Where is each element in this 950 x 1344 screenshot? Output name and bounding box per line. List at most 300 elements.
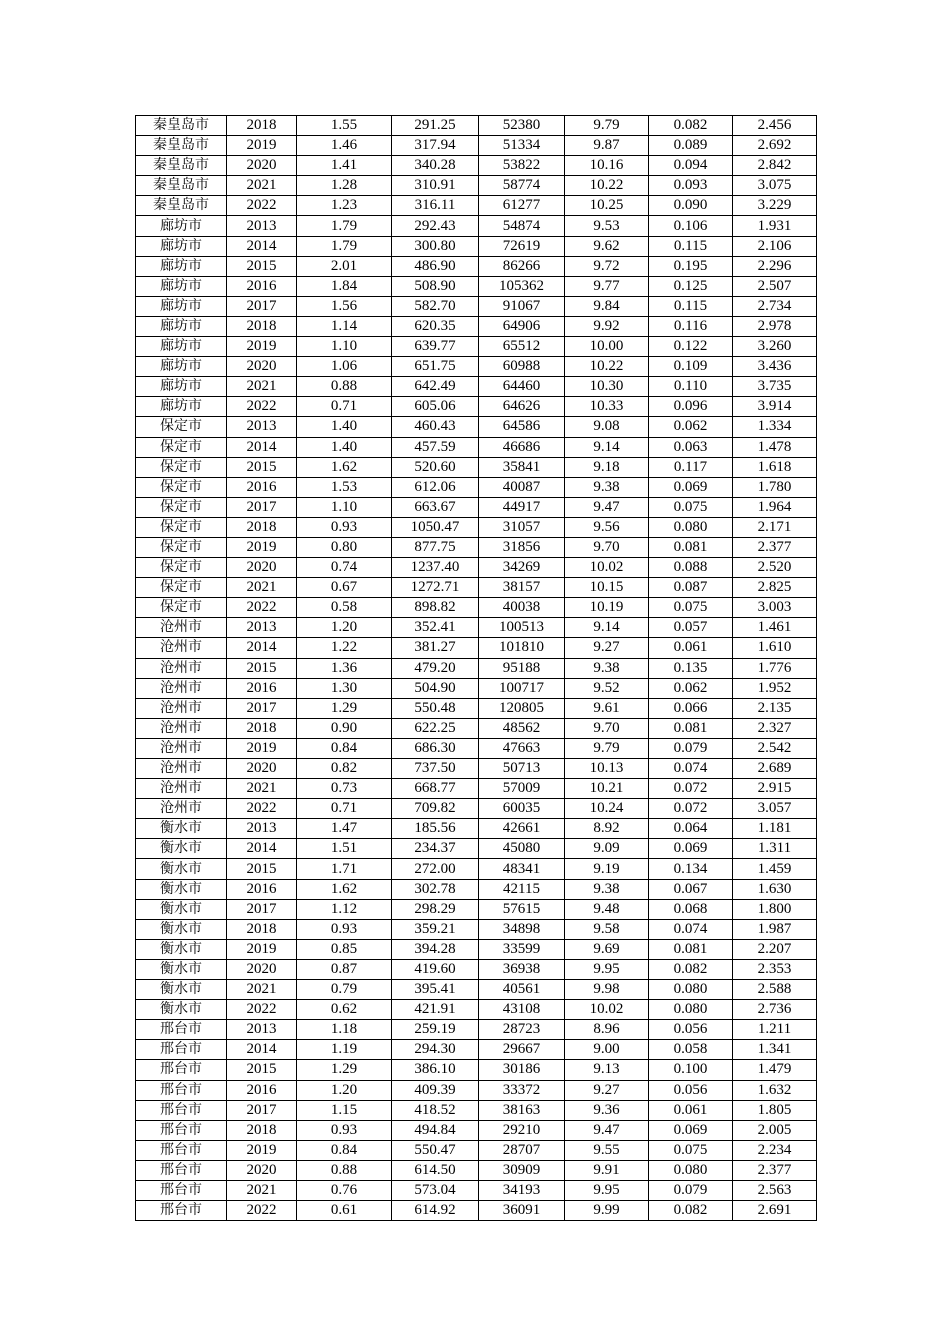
value-cell-6: 1.478 <box>733 437 817 457</box>
city-cell: 邢台市 <box>136 1140 227 1160</box>
table-row <box>136 839 817 859</box>
value-cell-4: 9.58 <box>565 919 649 939</box>
value-cell-2: 421.91 <box>392 1000 479 1020</box>
value-cell-4: 9.27 <box>565 638 649 658</box>
value-cell-3: 50713 <box>479 759 565 779</box>
value-cell-3: 45080 <box>479 839 565 859</box>
value-cell-5: 0.066 <box>649 698 733 718</box>
value-cell-6: 2.353 <box>733 959 817 979</box>
value-cell-3: 43108 <box>479 1000 565 1020</box>
year-cell: 2016 <box>227 477 297 497</box>
value-cell-5: 0.080 <box>649 517 733 537</box>
value-cell-3: 34193 <box>479 1180 565 1200</box>
value-cell-5: 0.075 <box>649 497 733 517</box>
value-cell-3: 38163 <box>479 1100 565 1120</box>
table-row <box>136 980 817 1000</box>
table-row <box>136 1000 817 1020</box>
value-cell-3: 60035 <box>479 799 565 819</box>
city-cell: 保定市 <box>136 457 227 477</box>
value-cell-6: 3.075 <box>733 176 817 196</box>
value-cell-1: 0.62 <box>297 1000 392 1020</box>
value-cell-4: 9.92 <box>565 316 649 336</box>
table-row <box>136 176 817 196</box>
value-cell-6: 3.229 <box>733 196 817 216</box>
value-cell-4: 9.38 <box>565 477 649 497</box>
value-cell-5: 0.063 <box>649 437 733 457</box>
value-cell-4: 9.98 <box>565 980 649 1000</box>
value-cell-3: 47663 <box>479 738 565 758</box>
value-cell-1: 0.90 <box>297 718 392 738</box>
city-cell: 廊坊市 <box>136 316 227 336</box>
value-cell-2: 614.50 <box>392 1160 479 1180</box>
value-cell-1: 1.06 <box>297 357 392 377</box>
value-cell-4: 9.13 <box>565 1060 649 1080</box>
city-cell: 衡水市 <box>136 859 227 879</box>
value-cell-4: 9.14 <box>565 618 649 638</box>
year-cell: 2013 <box>227 819 297 839</box>
value-cell-2: 614.92 <box>392 1201 479 1221</box>
value-cell-5: 0.069 <box>649 477 733 497</box>
year-cell: 2020 <box>227 156 297 176</box>
value-cell-2: 686.30 <box>392 738 479 758</box>
city-cell: 保定市 <box>136 537 227 557</box>
value-cell-4: 10.30 <box>565 377 649 397</box>
year-cell: 2017 <box>227 296 297 316</box>
city-cell: 秦皇岛市 <box>136 116 227 136</box>
year-cell: 2017 <box>227 497 297 517</box>
value-cell-4: 10.22 <box>565 176 649 196</box>
value-cell-2: 605.06 <box>392 397 479 417</box>
value-cell-1: 0.93 <box>297 517 392 537</box>
year-cell: 2018 <box>227 116 297 136</box>
city-cell: 廊坊市 <box>136 216 227 236</box>
year-cell: 2017 <box>227 1100 297 1120</box>
value-cell-5: 0.117 <box>649 457 733 477</box>
value-cell-2: 317.94 <box>392 136 479 156</box>
value-cell-3: 54874 <box>479 216 565 236</box>
value-cell-3: 40561 <box>479 980 565 1000</box>
value-cell-6: 2.296 <box>733 256 817 276</box>
value-cell-1: 1.46 <box>297 136 392 156</box>
value-cell-4: 9.79 <box>565 738 649 758</box>
table-row <box>136 779 817 799</box>
year-cell: 2020 <box>227 959 297 979</box>
value-cell-1: 1.10 <box>297 337 392 357</box>
year-cell: 2019 <box>227 537 297 557</box>
city-cell: 沧州市 <box>136 698 227 718</box>
table-row <box>136 1201 817 1221</box>
value-cell-4: 9.52 <box>565 678 649 698</box>
value-cell-6: 2.456 <box>733 116 817 136</box>
value-cell-6: 2.377 <box>733 1160 817 1180</box>
table-row <box>136 899 817 919</box>
value-cell-3: 57009 <box>479 779 565 799</box>
year-cell: 2020 <box>227 558 297 578</box>
value-cell-4: 9.19 <box>565 859 649 879</box>
table-row <box>136 718 817 738</box>
value-cell-1: 1.14 <box>297 316 392 336</box>
value-cell-2: 386.10 <box>392 1060 479 1080</box>
value-cell-5: 0.081 <box>649 939 733 959</box>
table-row <box>136 196 817 216</box>
year-cell: 2015 <box>227 658 297 678</box>
city-cell: 保定市 <box>136 517 227 537</box>
value-cell-6: 2.588 <box>733 980 817 1000</box>
table-body <box>136 116 817 1221</box>
value-cell-4: 9.62 <box>565 236 649 256</box>
value-cell-4: 9.14 <box>565 437 649 457</box>
city-cell: 保定市 <box>136 598 227 618</box>
value-cell-1: 0.80 <box>297 537 392 557</box>
year-cell: 2022 <box>227 1000 297 1020</box>
value-cell-1: 1.53 <box>297 477 392 497</box>
value-cell-2: 620.35 <box>392 316 479 336</box>
value-cell-1: 0.61 <box>297 1201 392 1221</box>
value-cell-6: 2.978 <box>733 316 817 336</box>
value-cell-3: 48341 <box>479 859 565 879</box>
value-cell-3: 53822 <box>479 156 565 176</box>
table-row <box>136 517 817 537</box>
city-cell: 保定市 <box>136 417 227 437</box>
value-cell-2: 504.90 <box>392 678 479 698</box>
year-cell: 2018 <box>227 517 297 537</box>
value-cell-5: 0.080 <box>649 1160 733 1180</box>
value-cell-2: 494.84 <box>392 1120 479 1140</box>
value-cell-4: 9.53 <box>565 216 649 236</box>
value-cell-1: 0.79 <box>297 980 392 1000</box>
value-cell-3: 40087 <box>479 477 565 497</box>
table-row <box>136 296 817 316</box>
year-cell: 2020 <box>227 759 297 779</box>
value-cell-4: 8.92 <box>565 819 649 839</box>
city-cell: 邢台市 <box>136 1201 227 1221</box>
city-cell: 邢台市 <box>136 1080 227 1100</box>
value-cell-3: 29667 <box>479 1040 565 1060</box>
city-cell: 衡水市 <box>136 839 227 859</box>
value-cell-5: 0.080 <box>649 980 733 1000</box>
year-cell: 2015 <box>227 256 297 276</box>
city-cell: 保定市 <box>136 578 227 598</box>
city-cell: 邢台市 <box>136 1180 227 1200</box>
value-cell-4: 9.84 <box>565 296 649 316</box>
city-cell: 保定市 <box>136 497 227 517</box>
value-cell-3: 61277 <box>479 196 565 216</box>
value-cell-6: 1.805 <box>733 1100 817 1120</box>
table-row <box>136 236 817 256</box>
city-cell: 保定市 <box>136 437 227 457</box>
table-row <box>136 939 817 959</box>
value-cell-4: 9.95 <box>565 1180 649 1200</box>
city-cell: 保定市 <box>136 558 227 578</box>
value-cell-5: 0.079 <box>649 738 733 758</box>
value-cell-2: 479.20 <box>392 658 479 678</box>
value-cell-3: 44917 <box>479 497 565 517</box>
value-cell-4: 10.02 <box>565 558 649 578</box>
value-cell-3: 38157 <box>479 578 565 598</box>
value-cell-4: 9.95 <box>565 959 649 979</box>
city-cell: 沧州市 <box>136 618 227 638</box>
value-cell-2: 359.21 <box>392 919 479 939</box>
value-cell-2: 709.82 <box>392 799 479 819</box>
year-cell: 2014 <box>227 1040 297 1060</box>
value-cell-3: 65512 <box>479 337 565 357</box>
value-cell-5: 0.115 <box>649 236 733 256</box>
value-cell-6: 3.260 <box>733 337 817 357</box>
year-cell: 2017 <box>227 899 297 919</box>
value-cell-4: 9.18 <box>565 457 649 477</box>
value-cell-5: 0.096 <box>649 397 733 417</box>
city-cell: 衡水市 <box>136 980 227 1000</box>
city-cell: 秦皇岛市 <box>136 176 227 196</box>
year-cell: 2016 <box>227 678 297 698</box>
year-cell: 2013 <box>227 618 297 638</box>
city-cell: 邢台市 <box>136 1100 227 1120</box>
value-cell-4: 9.08 <box>565 417 649 437</box>
value-cell-5: 0.057 <box>649 618 733 638</box>
value-cell-6: 2.377 <box>733 537 817 557</box>
year-cell: 2021 <box>227 980 297 1000</box>
value-cell-5: 0.195 <box>649 256 733 276</box>
value-cell-4: 10.25 <box>565 196 649 216</box>
value-cell-3: 72619 <box>479 236 565 256</box>
value-cell-6: 1.610 <box>733 638 817 658</box>
year-cell: 2022 <box>227 799 297 819</box>
value-cell-5: 0.081 <box>649 537 733 557</box>
value-cell-1: 1.41 <box>297 156 392 176</box>
table-row <box>136 919 817 939</box>
value-cell-4: 10.22 <box>565 357 649 377</box>
value-cell-3: 58774 <box>479 176 565 196</box>
city-cell: 邢台市 <box>136 1020 227 1040</box>
table-row <box>136 276 817 296</box>
value-cell-6: 2.135 <box>733 698 817 718</box>
value-cell-6: 1.630 <box>733 879 817 899</box>
value-cell-6: 2.691 <box>733 1201 817 1221</box>
value-cell-4: 8.96 <box>565 1020 649 1040</box>
value-cell-2: 460.43 <box>392 417 479 437</box>
year-cell: 2018 <box>227 718 297 738</box>
value-cell-2: 394.28 <box>392 939 479 959</box>
value-cell-5: 0.069 <box>649 1120 733 1140</box>
value-cell-2: 642.49 <box>392 377 479 397</box>
value-cell-5: 0.089 <box>649 136 733 156</box>
value-cell-3: 42115 <box>479 879 565 899</box>
year-cell: 2022 <box>227 1201 297 1221</box>
table-row <box>136 1120 817 1140</box>
value-cell-3: 51334 <box>479 136 565 156</box>
value-cell-4: 9.47 <box>565 497 649 517</box>
table-row <box>136 638 817 658</box>
table-row <box>136 457 817 477</box>
city-cell: 廊坊市 <box>136 337 227 357</box>
value-cell-5: 0.074 <box>649 919 733 939</box>
city-cell: 沧州市 <box>136 658 227 678</box>
year-cell: 2014 <box>227 236 297 256</box>
city-cell: 邢台市 <box>136 1060 227 1080</box>
city-cell: 沧州市 <box>136 759 227 779</box>
year-cell: 2014 <box>227 839 297 859</box>
value-cell-5: 0.093 <box>649 176 733 196</box>
value-cell-1: 1.36 <box>297 658 392 678</box>
value-cell-2: 185.56 <box>392 819 479 839</box>
value-cell-1: 1.30 <box>297 678 392 698</box>
city-cell: 衡水市 <box>136 939 227 959</box>
city-cell: 秦皇岛市 <box>136 156 227 176</box>
year-cell: 2018 <box>227 316 297 336</box>
value-cell-1: 0.87 <box>297 959 392 979</box>
year-cell: 2016 <box>227 879 297 899</box>
city-cell: 廊坊市 <box>136 357 227 377</box>
value-cell-5: 0.090 <box>649 196 733 216</box>
value-cell-6: 2.692 <box>733 136 817 156</box>
value-cell-4: 9.79 <box>565 116 649 136</box>
city-cell: 衡水市 <box>136 1000 227 1020</box>
value-cell-2: 651.75 <box>392 357 479 377</box>
city-cell: 沧州市 <box>136 718 227 738</box>
table-row <box>136 558 817 578</box>
city-cell: 衡水市 <box>136 879 227 899</box>
value-cell-4: 10.02 <box>565 1000 649 1020</box>
value-cell-3: 48562 <box>479 718 565 738</box>
value-cell-5: 0.125 <box>649 276 733 296</box>
city-cell: 廊坊市 <box>136 296 227 316</box>
value-cell-6: 3.735 <box>733 377 817 397</box>
value-cell-2: 292.43 <box>392 216 479 236</box>
table-row <box>136 417 817 437</box>
value-cell-6: 2.689 <box>733 759 817 779</box>
year-cell: 2019 <box>227 1140 297 1160</box>
value-cell-1: 1.84 <box>297 276 392 296</box>
value-cell-2: 622.25 <box>392 718 479 738</box>
value-cell-3: 64460 <box>479 377 565 397</box>
table-row <box>136 678 817 698</box>
value-cell-2: 520.60 <box>392 457 479 477</box>
value-cell-2: 1272.71 <box>392 578 479 598</box>
value-cell-1: 1.15 <box>297 1100 392 1120</box>
table-row <box>136 598 817 618</box>
year-cell: 2020 <box>227 357 297 377</box>
city-cell: 廊坊市 <box>136 256 227 276</box>
value-cell-5: 0.109 <box>649 357 733 377</box>
value-cell-3: 52380 <box>479 116 565 136</box>
value-cell-3: 29210 <box>479 1120 565 1140</box>
table-row <box>136 397 817 417</box>
year-cell: 2015 <box>227 859 297 879</box>
value-cell-1: 0.85 <box>297 939 392 959</box>
year-cell: 2016 <box>227 276 297 296</box>
value-cell-5: 0.062 <box>649 678 733 698</box>
value-cell-3: 100513 <box>479 618 565 638</box>
value-cell-5: 0.115 <box>649 296 733 316</box>
table-row <box>136 316 817 336</box>
value-cell-5: 0.082 <box>649 1201 733 1221</box>
year-cell: 2019 <box>227 337 297 357</box>
value-cell-2: 1237.40 <box>392 558 479 578</box>
value-cell-3: 64626 <box>479 397 565 417</box>
value-cell-6: 2.736 <box>733 1000 817 1020</box>
value-cell-5: 0.079 <box>649 1180 733 1200</box>
value-cell-3: 36938 <box>479 959 565 979</box>
value-cell-1: 0.82 <box>297 759 392 779</box>
value-cell-6: 2.520 <box>733 558 817 578</box>
city-cell: 廊坊市 <box>136 397 227 417</box>
city-cell: 衡水市 <box>136 819 227 839</box>
value-cell-6: 2.207 <box>733 939 817 959</box>
city-cell: 邢台市 <box>136 1160 227 1180</box>
city-cell: 廊坊市 <box>136 236 227 256</box>
value-cell-4: 9.87 <box>565 136 649 156</box>
table-row <box>136 819 817 839</box>
value-cell-5: 0.064 <box>649 819 733 839</box>
value-cell-1: 1.29 <box>297 698 392 718</box>
value-cell-6: 1.780 <box>733 477 817 497</box>
value-cell-6: 2.507 <box>733 276 817 296</box>
value-cell-6: 2.327 <box>733 718 817 738</box>
city-cell: 邢台市 <box>136 1120 227 1140</box>
year-cell: 2018 <box>227 919 297 939</box>
value-cell-3: 30909 <box>479 1160 565 1180</box>
value-cell-1: 0.93 <box>297 1120 392 1140</box>
value-cell-4: 9.77 <box>565 276 649 296</box>
table-row <box>136 357 817 377</box>
value-cell-1: 1.20 <box>297 618 392 638</box>
value-cell-3: 64586 <box>479 417 565 437</box>
value-cell-1: 1.79 <box>297 236 392 256</box>
value-cell-2: 300.80 <box>392 236 479 256</box>
value-cell-1: 1.29 <box>297 1060 392 1080</box>
value-cell-4: 9.72 <box>565 256 649 276</box>
value-cell-2: 582.70 <box>392 296 479 316</box>
city-cell: 保定市 <box>136 477 227 497</box>
value-cell-2: 508.90 <box>392 276 479 296</box>
table-row <box>136 578 817 598</box>
value-cell-3: 60988 <box>479 357 565 377</box>
value-cell-2: 457.59 <box>392 437 479 457</box>
value-cell-5: 0.088 <box>649 558 733 578</box>
table-row <box>136 156 817 176</box>
value-cell-6: 2.106 <box>733 236 817 256</box>
value-cell-1: 1.79 <box>297 216 392 236</box>
table-row <box>136 879 817 899</box>
value-cell-1: 1.18 <box>297 1020 392 1040</box>
year-cell: 2019 <box>227 136 297 156</box>
table-row <box>136 859 817 879</box>
value-cell-4: 10.16 <box>565 156 649 176</box>
value-cell-2: 418.52 <box>392 1100 479 1120</box>
value-cell-6: 1.181 <box>733 819 817 839</box>
value-cell-5: 0.082 <box>649 959 733 979</box>
value-cell-4: 9.48 <box>565 899 649 919</box>
value-cell-3: 105362 <box>479 276 565 296</box>
value-cell-5: 0.061 <box>649 1100 733 1120</box>
table-row <box>136 1140 817 1160</box>
value-cell-5: 0.110 <box>649 377 733 397</box>
value-cell-2: 612.06 <box>392 477 479 497</box>
value-cell-2: 486.90 <box>392 256 479 276</box>
value-cell-3: 91067 <box>479 296 565 316</box>
value-cell-6: 1.632 <box>733 1080 817 1100</box>
value-cell-2: 668.77 <box>392 779 479 799</box>
city-cell: 沧州市 <box>136 799 227 819</box>
value-cell-4: 9.91 <box>565 1160 649 1180</box>
value-cell-3: 40038 <box>479 598 565 618</box>
value-cell-2: 877.75 <box>392 537 479 557</box>
year-cell: 2016 <box>227 1080 297 1100</box>
value-cell-1: 1.23 <box>297 196 392 216</box>
year-cell: 2015 <box>227 457 297 477</box>
value-cell-6: 2.915 <box>733 779 817 799</box>
value-cell-2: 302.78 <box>392 879 479 899</box>
